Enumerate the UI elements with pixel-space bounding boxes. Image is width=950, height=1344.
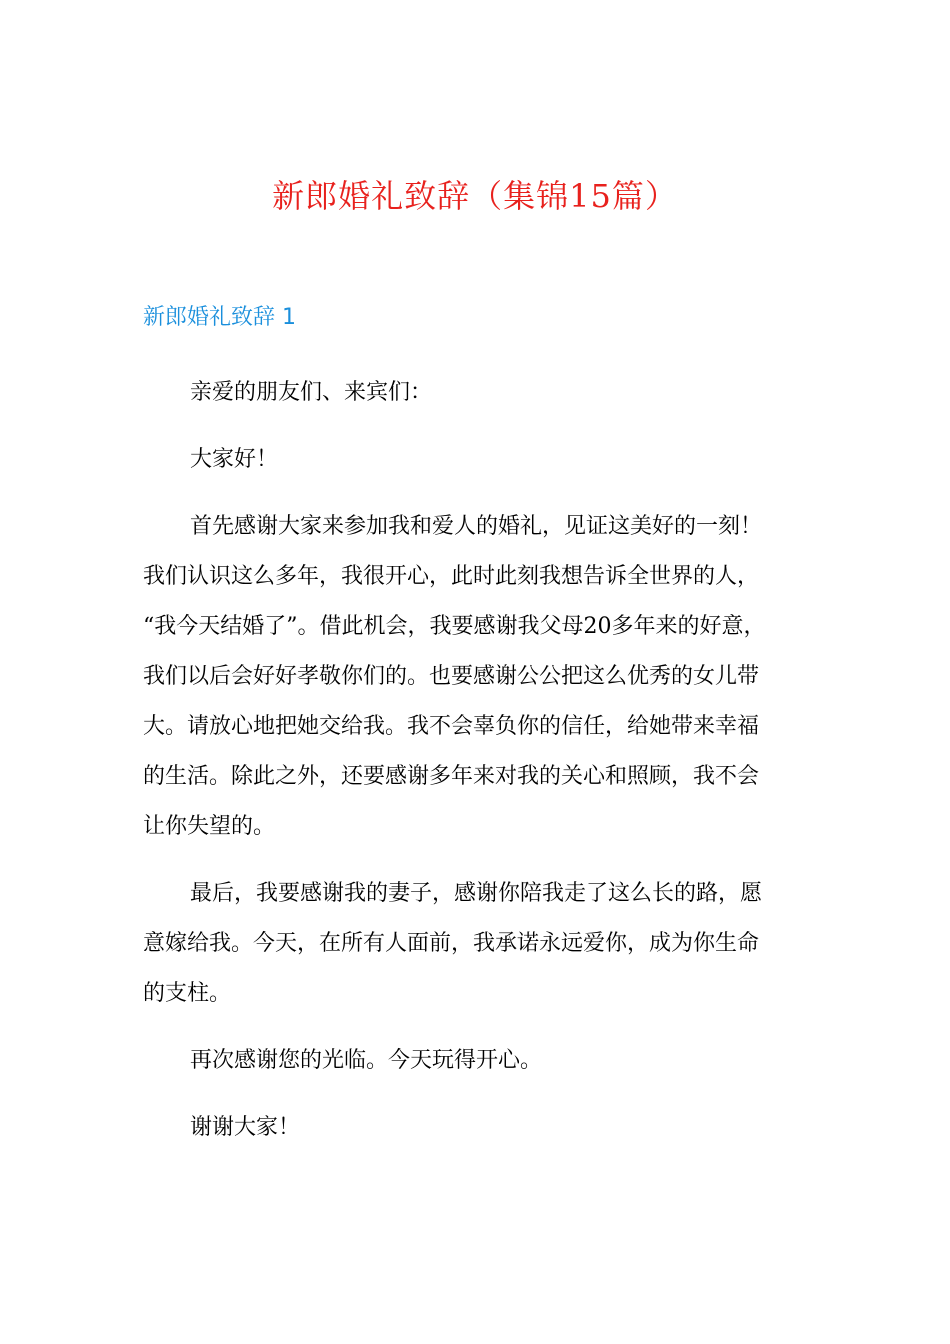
document-title: 新郎婚礼致辞（集锦15篇） <box>272 177 678 215</box>
section-heading: 新郎婚礼致辞 1 <box>143 305 296 330</box>
paragraph-line: 大。请放心地把她交给我。我不会辜负你的信任，给她带来幸福 <box>143 714 760 739</box>
paragraph-line: 的生活。除此之外，还要感谢多年来对我的关心和照顾，我不会 <box>143 764 760 789</box>
paragraph-line: 再次感谢您的光临。今天玩得开心。 <box>190 1048 543 1073</box>
paragraph-line: 我们以后会好好孝敬你们的。也要感谢公公把这么优秀的女儿带 <box>143 664 760 689</box>
paragraph-line: 首先感谢大家来参加我和爱人的婚礼，见证这美好的一刻！ <box>190 514 763 539</box>
paragraph-line: 最后，我要感谢我的妻子，感谢你陪我走了这么长的路，愿 <box>190 881 763 906</box>
paragraph-line: 亲爱的朋友们、来宾们： <box>190 380 433 405</box>
paragraph-line: 意嫁给我。今天，在所有人面前，我承诺永远爱你，成为你生命 <box>143 931 760 956</box>
paragraph-line: “我今天结婚了”。借此机会，我要感谢我父母20多年来的好意， <box>143 614 766 639</box>
document-body <box>143 368 823 1170</box>
paragraph-closing <box>143 1036 823 1086</box>
paragraph-line: 的支柱。 <box>143 981 232 1006</box>
paragraph-line: 我们认识这么多年，我很开心，此时此刻我想告诉全世界的人， <box>143 564 760 589</box>
paragraph-thank-all <box>143 1103 823 1153</box>
paragraph-wife <box>143 869 823 1019</box>
paragraph-line: 让你失望的。 <box>143 814 276 839</box>
paragraph-greeting <box>143 368 823 418</box>
paragraph-line: 大家好！ <box>190 447 279 472</box>
paragraph-hello <box>143 435 823 485</box>
paragraph-thanks <box>143 502 823 852</box>
paragraph-line: 谢谢大家！ <box>190 1115 301 1140</box>
